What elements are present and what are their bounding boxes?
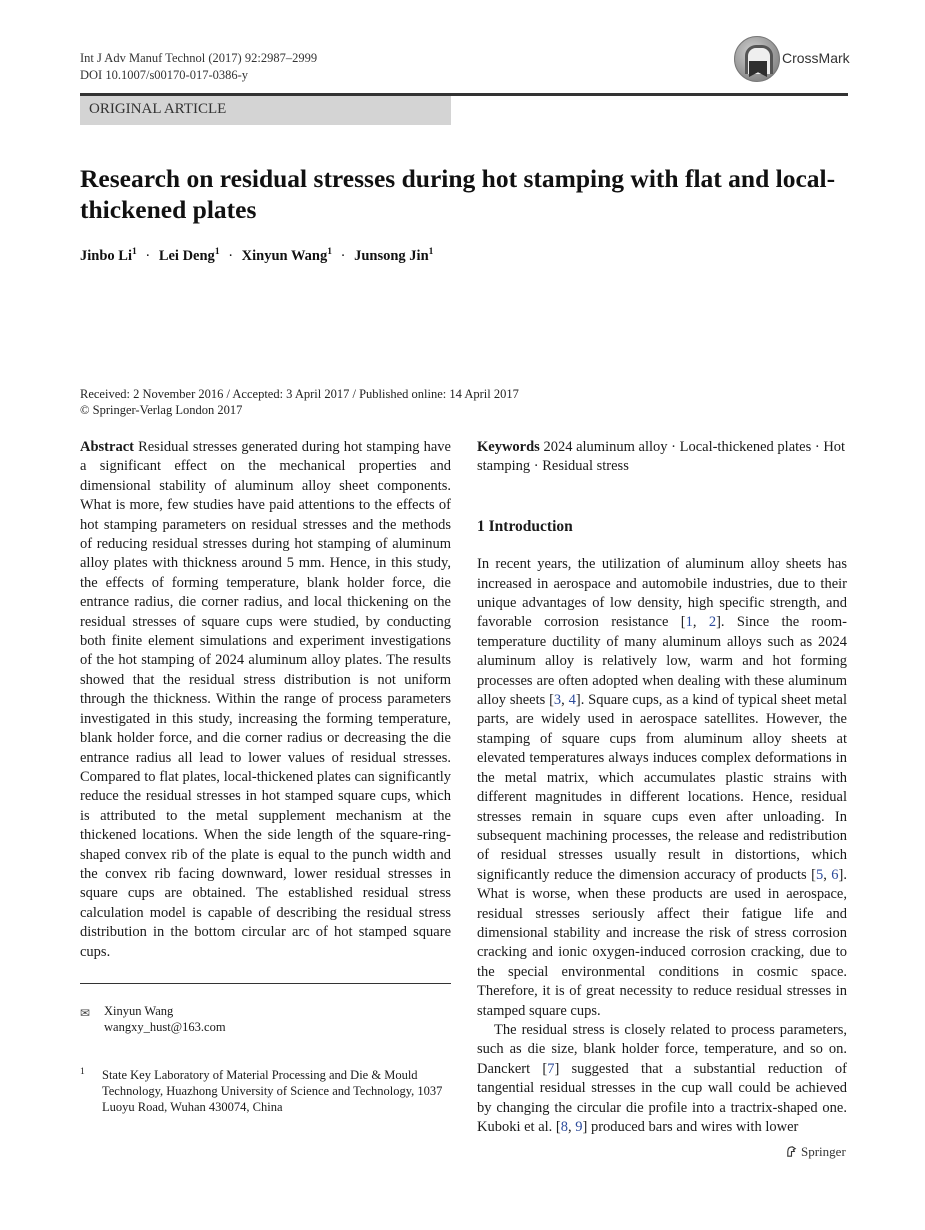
citation-link[interactable]: 8 xyxy=(560,1119,569,1135)
affiliation-text: State Key Laboratory of Material Processing and Die & Mould Technology, Huazhong University of Science and Technology, 1037 Luoyu Road, Wuhan 430074, China xyxy=(102,1068,443,1114)
author-list: Jinbo Li$^1$ · Lei Deng$^1$ · Xinyun Wang$^1$ · Junsong Jin$^1$ xyxy=(80,247,434,264)
contact-name: Xinyun Wang xyxy=(104,1004,174,1018)
crossmark-badge[interactable] xyxy=(734,36,849,82)
journal-reference xyxy=(80,50,317,84)
citation-link[interactable]: 3 xyxy=(553,692,562,709)
citation-link[interactable]: 2 xyxy=(708,614,717,631)
citation-link[interactable]: 7 xyxy=(547,1060,555,1077)
author-affiliation-mark: 1 xyxy=(428,247,434,257)
journal-citation: Int J Adv Manuf Technol (2017) 92:2987–2999 xyxy=(80,51,318,65)
right-column xyxy=(477,438,847,1137)
section-heading-introduction: 1 Introduction xyxy=(477,517,573,535)
citation-link[interactable]: 6 xyxy=(831,866,839,883)
abstract-text: Residual stresses generated during hot stamping have a significant effect on the mechanical properties and dimensional stability of aluminum alloy sheet components. What is more, few studies have paid attentions to the effects of hot stamping parameters on residual stresses and the methods of reducing residual stresses during hot stamping of aluminum alloy plates with thickness around 5 mm. Hence, in this study, the effects of forming temperature, blank holder force, die entrance radius, die corner radius, and local thickening on the residual stresses of square cups were studied, by conducting both finite element simulations and experiment investigations of the hot stamping of 2024 aluminum alloy plates. The results showed that the residual stress distribution is not uniform through the thickness. Within the range of process parameters investigated in this study, increasing the forming temperature, blank holder force, and die corner radius or decreasing the die entrance radius all lead to lower values of residual stresses. Compared to flat plates, local-thickened plates can significantly reduce the residual stresses in hot stamped square cups, which is attributed to the metal supplement mechanism at the thickened locations. When the side length of the square-ring-shaped convex rib of the plate is equal to the punch width and the convex rib facing downward, lower residual stresses in square cups are obtained. The established residual stress calculation model is capable of describing the residual stress distribution in the bottom circular arc of hot stamped square cups. xyxy=(80,439,451,960)
citation-link[interactable]: 9 xyxy=(575,1119,583,1135)
citation-link[interactable]: 5 xyxy=(815,866,824,883)
author-name[interactable]: Lei Deng xyxy=(158,247,215,264)
keywords xyxy=(477,438,847,477)
author-name[interactable]: Jinbo Li xyxy=(80,247,132,264)
intro-paragraph-1: In recent years, the utilization of aluminum alloy sheets has increased in aerospace and automobile industries, due to their unique advantages of low density, high specific strength, and favorable corrosion resistance [1, 2]. Since the room-temperature ductility of many aluminum alloys such as 2024 aluminum alloy is relatively low, warm and hot forming processes are often adopted when dealing with these aluminum alloy sheets [3, 4]. Square cups, as a kind of typical sheet metal parts, are widely used in aerospace satellites. However, the stamping of square cups from aluminum alloy sheets at elevated temperatures always induces complex deformations in the metal matrix, which accumulates plastic strains with different magnitudes in different locations. Hence, residual stresses remain in square cups even after unloading. In subsequent machining processes, the release and redistribution of residual stresses usually result in distortions, which significantly reduce the dimension accuracy of products [5, 6]. What is worse, when these products are used in aerospace, residual stresses seriously affect their fatigue life and dimensional stability and increase the risk of stress corrosion cracking and ionic oxygen-induced corrosion cracking, due to the special environmental conditions in cosmic space. Therefore, it is of great necessity to reduce residual stresses in stamped square cups. xyxy=(477,556,848,1019)
paper-title: Research on residual stresses during hot stamping with flat and local-thickened plates xyxy=(80,164,836,224)
publisher-name: Springer xyxy=(801,1144,846,1159)
keywords-label: Keywords xyxy=(477,439,540,455)
citation-link[interactable]: 1 xyxy=(685,614,693,631)
crossmark-label: CrossMark xyxy=(782,50,850,66)
publisher-logo xyxy=(785,1144,846,1160)
article-history: Received: 2 November 2016 / Accepted: 3 April 2017 / Published online: 14 April 2017 xyxy=(80,387,519,401)
intro-paragraph-2: The residual stress is closely related to process parameters, such as die size, blank holder force, temperature, and so on. Danckert [7] suggested that a substantial reduction of tangential residual stresses in the cup wall could be achieved by changing the circular die profile into a tractrix-shaped one. Kuboki et al. [8, 9] produced bars and wires with lower xyxy=(477,1021,847,1135)
author-name[interactable]: Xinyun Wang xyxy=(241,247,328,264)
author-affiliation-mark: 1 xyxy=(214,247,220,257)
springer-horse-icon xyxy=(785,1145,798,1158)
keywords-text: 2024 aluminum alloy · Local-thickened plates · Hot stamping · Residual stress xyxy=(477,439,846,475)
affiliation-number: 1 xyxy=(80,1067,85,1077)
author-name[interactable]: Junsong Jin xyxy=(354,247,429,264)
footnote-rule xyxy=(80,983,451,984)
crossmark-icon xyxy=(734,36,780,82)
contact-email[interactable]: wangxy_hust@163.com xyxy=(104,1020,226,1034)
abstract xyxy=(80,438,451,962)
left-column xyxy=(80,438,451,962)
citation-link[interactable]: 4 xyxy=(568,692,576,709)
abstract-label: Abstract xyxy=(80,439,134,455)
publication-dates xyxy=(80,386,519,418)
author-affiliation-mark: 1 xyxy=(131,247,137,257)
envelope-icon: ✉ xyxy=(80,1006,91,1020)
author-affiliation-mark: 1 xyxy=(327,247,332,257)
copyright-notice: © Springer-Verlag London 2017 xyxy=(80,403,243,417)
article-type-banner: ORIGINAL ARTICLE xyxy=(80,96,451,125)
doi[interactable]: DOI 10.1007/s00170-017-0386-y xyxy=(80,68,249,82)
